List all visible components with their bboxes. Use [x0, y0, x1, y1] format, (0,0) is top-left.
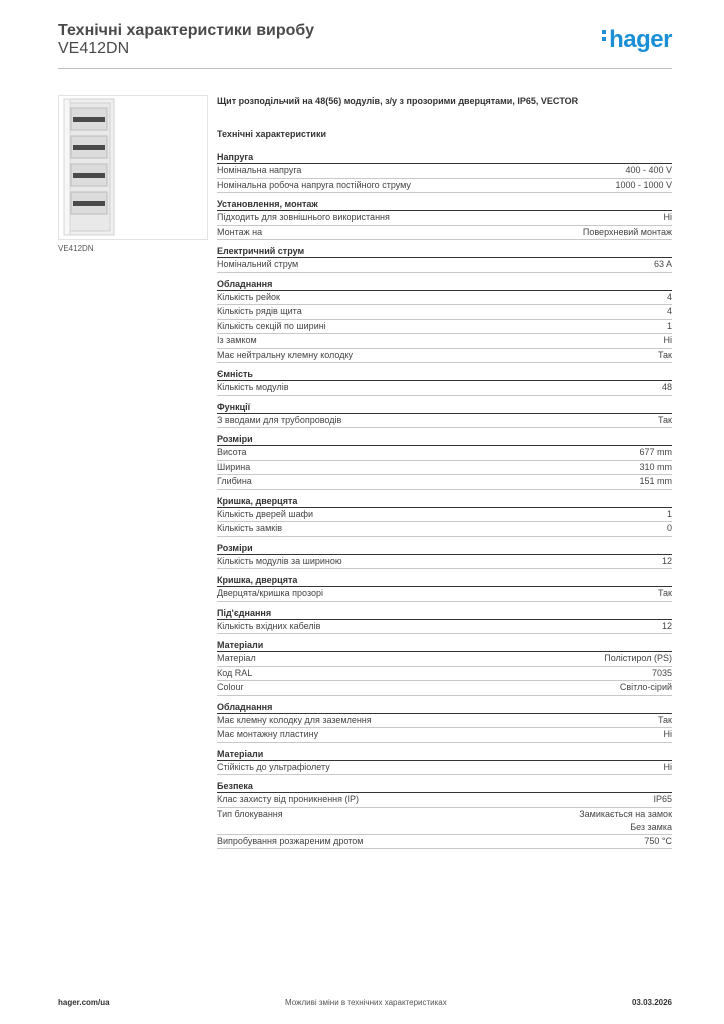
- distribution-board-icon: [59, 96, 207, 239]
- spec-value: IP65: [653, 794, 672, 804]
- spec-value: Ні: [663, 335, 672, 345]
- spec-row: [217, 793, 672, 808]
- spec-row: [217, 305, 672, 320]
- spec-value: 4: [666, 291, 672, 302]
- spec-label: Кількість рейок: [217, 291, 280, 302]
- spec-value: 400 - 400 V: [625, 165, 672, 175]
- spec-group: [217, 701, 672, 743]
- spec-label: Тип блокування: [217, 808, 283, 819]
- spec-value: Замикається на замок Без замка: [579, 808, 672, 832]
- spec-value: Так: [657, 414, 672, 425]
- spec-row: [217, 522, 672, 537]
- spec-panel: [217, 96, 672, 849]
- spec-row: [217, 320, 672, 335]
- spec-row: [217, 508, 672, 523]
- spec-row: [217, 555, 672, 570]
- spec-label: Кількість модулів за шириною: [217, 555, 342, 566]
- spec-group-title: Функції: [217, 401, 672, 414]
- spec-value: Так: [657, 714, 672, 725]
- spec-label: Кількість вхідних кабелів: [217, 620, 321, 631]
- spec-value: 750 °C: [644, 835, 672, 846]
- spec-label: Глибина: [217, 476, 252, 486]
- footer-note: Можливі зміни в технічних характеристиках: [285, 998, 447, 1007]
- spec-group-title: Безпека: [217, 780, 672, 793]
- spec-label: Colour: [217, 682, 244, 692]
- spec-group: [217, 607, 672, 635]
- hager-logo: [602, 28, 672, 52]
- spec-group: [217, 278, 672, 364]
- spec-value: 63 A: [653, 259, 672, 269]
- spec-label: Підходить для зовнішнього використання: [217, 212, 390, 222]
- spec-group-title: Матеріали: [217, 748, 672, 761]
- spec-group-title: Ємність: [217, 368, 672, 381]
- spec-value: 4: [666, 306, 672, 316]
- spec-value: 1: [666, 508, 672, 519]
- spec-row: [217, 258, 672, 273]
- spec-value: 310 mm: [639, 461, 672, 472]
- spec-label: Номінальна робоча напруга постійного струму: [217, 179, 411, 190]
- spec-row: [217, 587, 672, 602]
- spec-group: [217, 542, 672, 570]
- spec-row: [217, 226, 672, 241]
- spec-group: [217, 433, 672, 490]
- spec-group: [217, 780, 672, 849]
- spec-row: [217, 835, 672, 850]
- spec-row: [217, 620, 672, 635]
- spec-row: [217, 334, 672, 349]
- spec-group: [217, 151, 672, 193]
- spec-label: Випробування розжареним дротом: [217, 835, 364, 846]
- spec-label: Код RAL: [217, 667, 253, 678]
- spec-row: [217, 461, 672, 476]
- spec-label: Висота: [217, 447, 247, 457]
- spec-value: 677 mm: [639, 447, 672, 457]
- spec-label: Дверцята/кришка прозорі: [217, 588, 323, 598]
- spec-group: [217, 495, 672, 537]
- image-caption: VE412DN: [58, 244, 94, 253]
- product-image: [58, 95, 208, 240]
- spec-row: [217, 728, 672, 743]
- spec-group-title: Електричний струм: [217, 245, 672, 258]
- spec-label: Має монтажну пластину: [217, 729, 319, 739]
- page-title: Технічні характеристики виробу: [58, 22, 314, 39]
- spec-label: Монтаж на: [217, 226, 263, 237]
- spec-group-title: Під'єднання: [217, 607, 672, 620]
- spec-value: 12: [661, 620, 672, 631]
- spec-row: [217, 808, 672, 835]
- spec-value: Поверхневий монтаж: [582, 226, 672, 237]
- spec-value: Полістирол (PS): [604, 653, 672, 663]
- spec-label: Кількість дверей шафи: [217, 508, 314, 519]
- spec-group-title: Матеріали: [217, 639, 672, 652]
- spec-group-title: Кришка, дверцята: [217, 574, 672, 587]
- product-title: Щит розподільчий на 48(56) модулів, з/у з прозорими дверцятами, IP65, VECTOR: [217, 96, 579, 106]
- spec-label: Із замком: [217, 335, 257, 345]
- spec-row: [217, 349, 672, 364]
- spec-row: [217, 164, 672, 179]
- spec-groups: [217, 151, 672, 849]
- spec-value: Ні: [663, 212, 672, 222]
- spec-label: Кількість замків: [217, 523, 282, 533]
- spec-row: [217, 667, 672, 682]
- spec-label: Кількість секцій по ширині: [217, 320, 326, 331]
- logo-dots-icon: [602, 30, 606, 44]
- spec-row: [217, 475, 672, 490]
- spec-value: Так: [657, 349, 672, 360]
- spec-row: [217, 179, 672, 194]
- spec-value: Ні: [663, 729, 672, 739]
- spec-label: Матеріал: [217, 653, 256, 663]
- spec-label: З вводами для трубопроводів: [217, 414, 342, 425]
- spec-label: Кількість рядів щита: [217, 306, 302, 316]
- spec-group-title: Напруга: [217, 151, 672, 164]
- spec-row: [217, 761, 672, 776]
- footer-date: 03.03.2026: [631, 998, 672, 1007]
- spec-group-title: Обладнання: [217, 278, 672, 291]
- spec-row: [217, 381, 672, 396]
- spec-value: 12: [661, 555, 672, 566]
- spec-label: Ширина: [217, 461, 251, 472]
- spec-row: [217, 446, 672, 461]
- spec-row: [217, 652, 672, 667]
- logo-text: hager: [609, 26, 672, 53]
- spec-value: 1: [666, 320, 672, 331]
- spec-group-title: Обладнання: [217, 701, 672, 714]
- spec-value: Світло-сірий: [619, 682, 672, 692]
- spec-value: Ні: [663, 761, 672, 772]
- spec-value: 0: [666, 523, 672, 533]
- spec-label: Клас захисту від проникнення (IP): [217, 794, 360, 804]
- spec-label: Кількість модулів: [217, 382, 289, 392]
- spec-group-title: Кришка, дверцята: [217, 495, 672, 508]
- spec-value: 151 mm: [639, 476, 672, 486]
- spec-row: [217, 681, 672, 696]
- spec-value: Так: [657, 588, 672, 598]
- spec-label: Стійкість до ультрафіолету: [217, 761, 330, 772]
- spec-group: [217, 198, 672, 240]
- footer-site: hager.com/ua: [58, 998, 110, 1007]
- spec-group-title: Розміри: [217, 542, 672, 555]
- spec-label: Має нейтральну клемну колодку: [217, 349, 353, 360]
- spec-row: [217, 211, 672, 226]
- spec-value: 7035: [651, 667, 672, 678]
- spec-value: 1000 - 1000 V: [615, 179, 672, 190]
- product-code: VE412DN: [58, 40, 130, 57]
- spec-row: [217, 414, 672, 429]
- spec-row: [217, 714, 672, 729]
- spec-group: [217, 401, 672, 429]
- spec-group: [217, 368, 672, 396]
- spec-group: [217, 639, 672, 696]
- section-heading: Технічні характеристики: [217, 129, 326, 139]
- spec-group: [217, 245, 672, 273]
- spec-value: 48: [661, 382, 672, 392]
- spec-group-title: Установлення, монтаж: [217, 198, 672, 211]
- spec-label: Номінальна напруга: [217, 165, 302, 175]
- spec-group-title: Розміри: [217, 433, 672, 446]
- spec-label: Має клемну колодку для заземлення: [217, 714, 372, 725]
- spec-label: Номінальний струм: [217, 259, 299, 269]
- header-divider: [58, 68, 672, 69]
- spec-row: [217, 291, 672, 306]
- spec-group: [217, 574, 672, 602]
- spec-group: [217, 748, 672, 776]
